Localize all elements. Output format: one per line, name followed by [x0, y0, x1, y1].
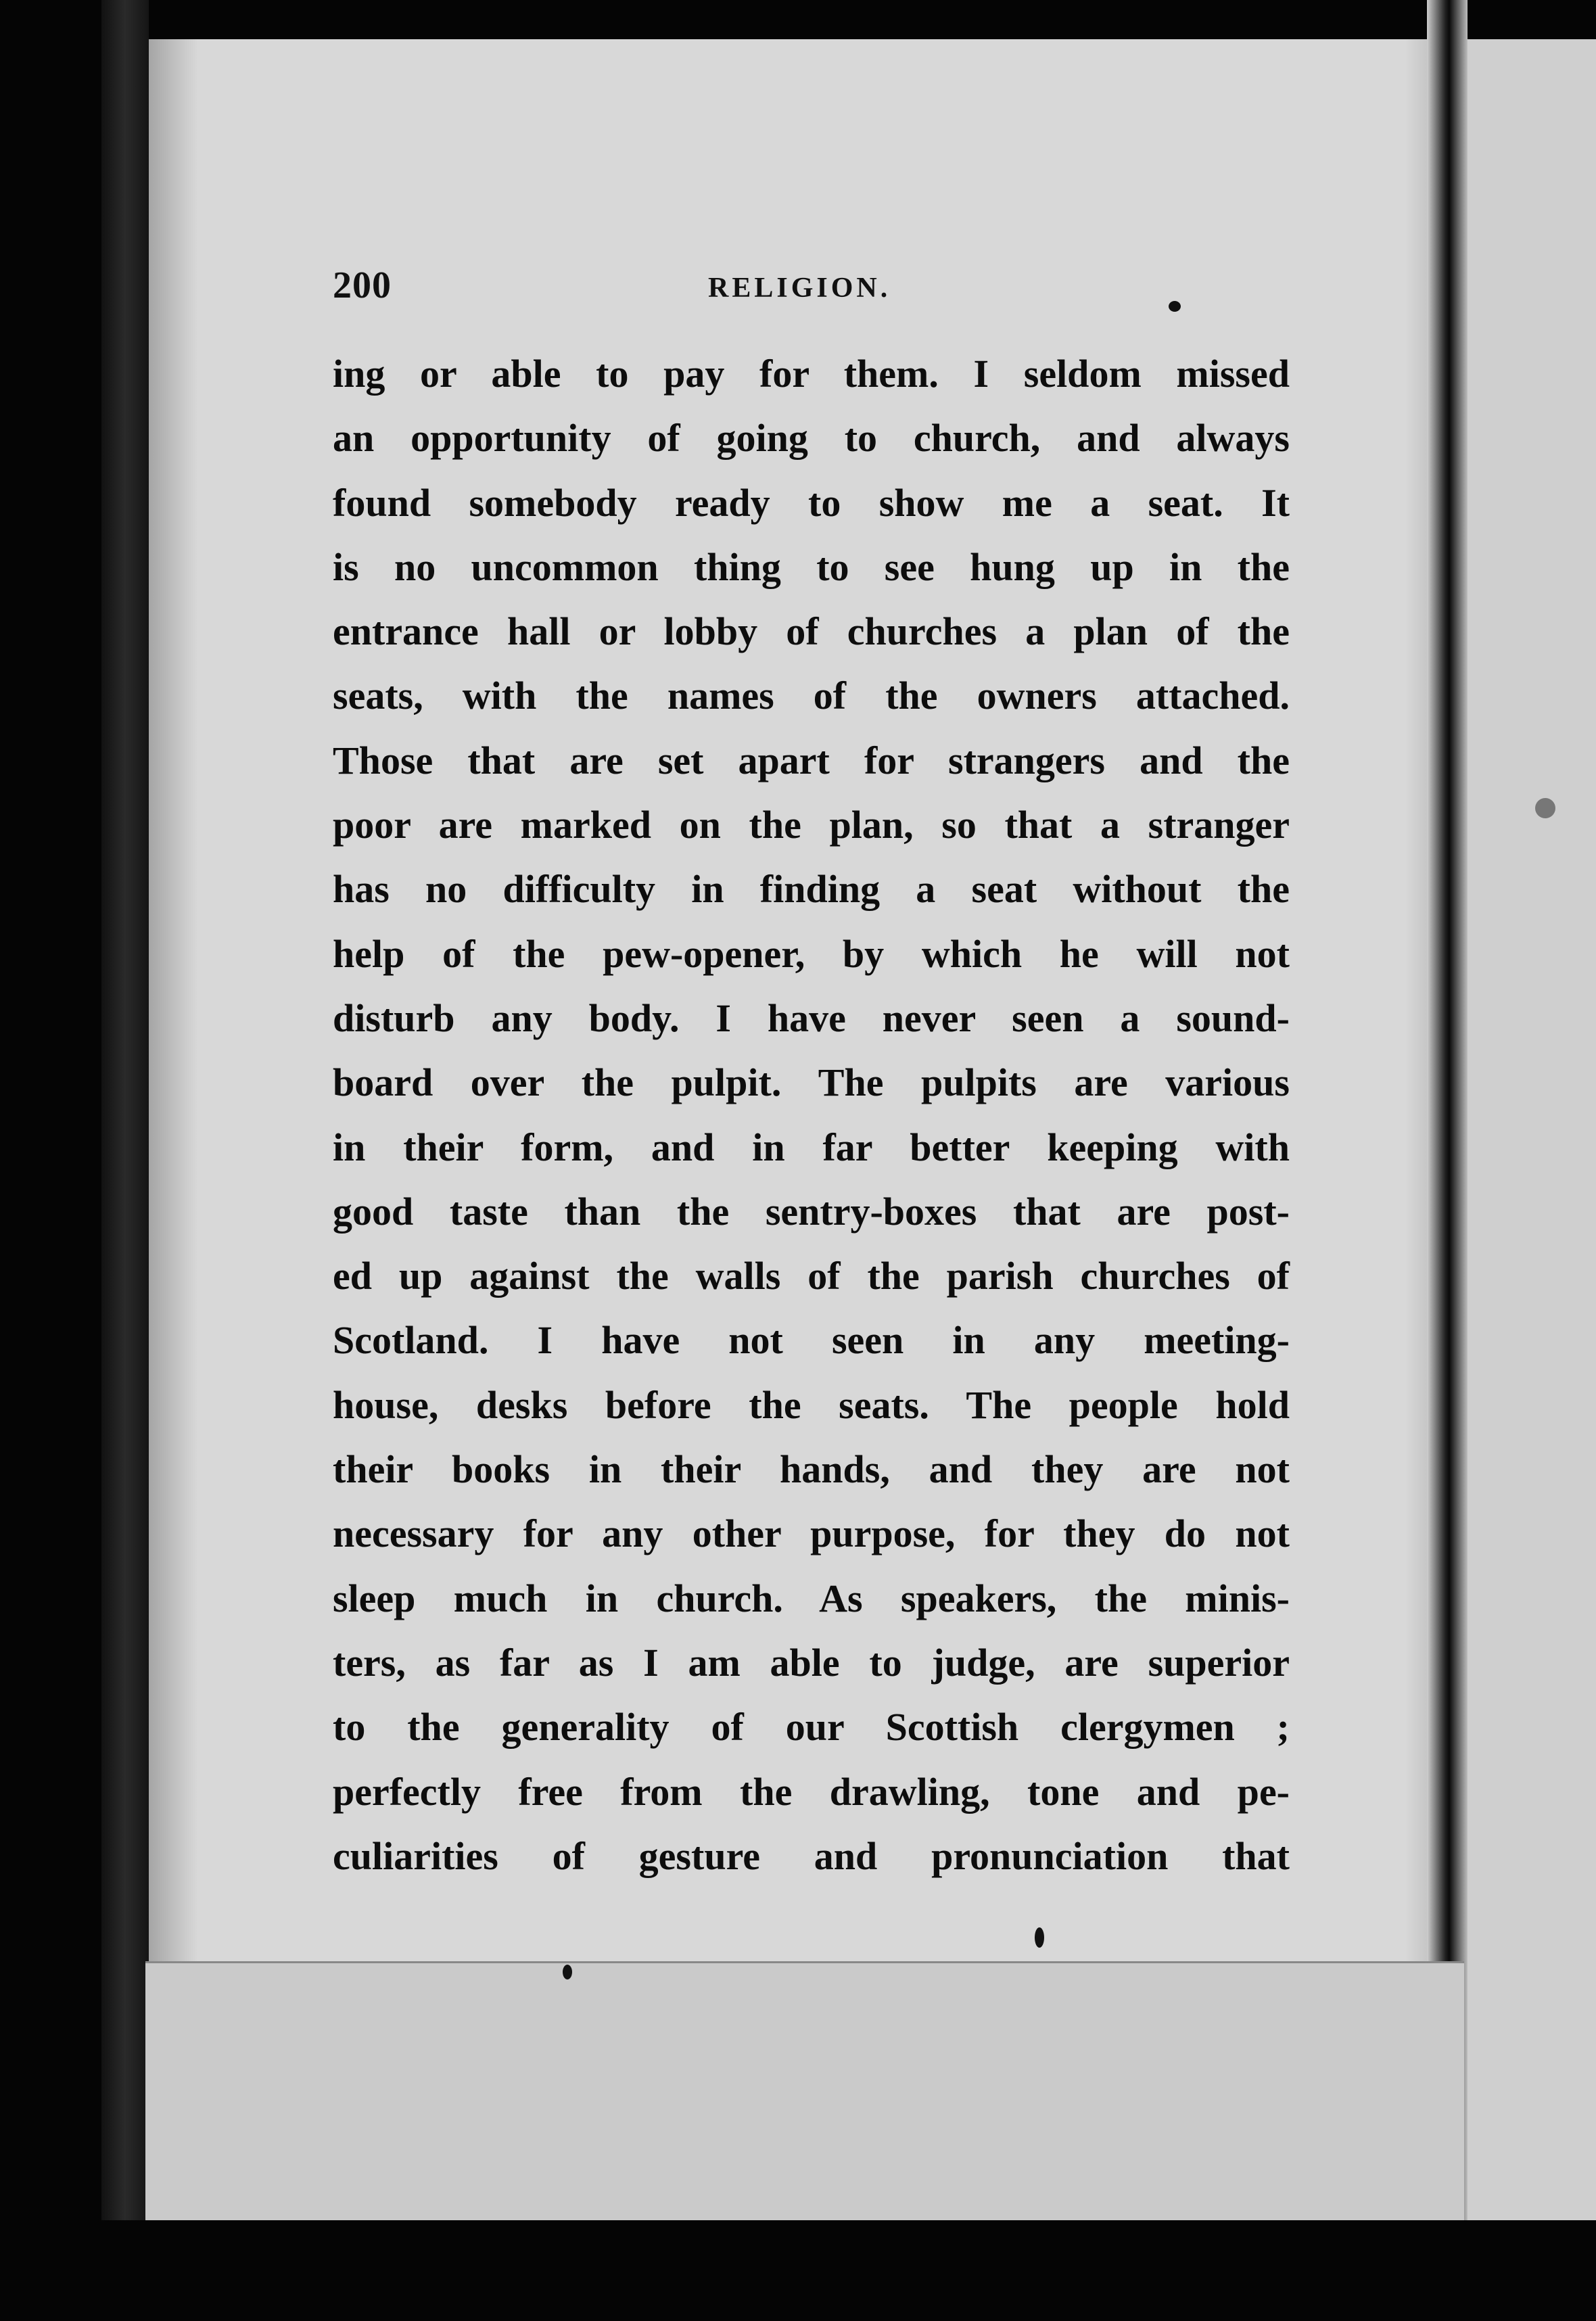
text-line: seats, with the names of the owners attached. — [333, 674, 1290, 718]
adjacent-page-edge — [1464, 39, 1596, 2220]
ink-speck — [1035, 1927, 1044, 1948]
text-line: in their form, and in far better keeping with — [333, 1125, 1290, 1169]
page-bottom-margin — [145, 1961, 1464, 2222]
running-head — [333, 264, 1290, 325]
text-line: perfectly free from the drawling, tone and pe- — [333, 1769, 1290, 1814]
ink-speck — [1535, 798, 1555, 818]
text-line: has no difficulty in finding a seat without the — [333, 867, 1290, 912]
text-line: is no uncommon thing to see hung up in the — [333, 544, 1290, 589]
text-line: Scotland. I have not seen in any meeting- — [333, 1318, 1290, 1363]
scan-bottom-edge — [0, 2220, 1596, 2321]
body-text — [333, 342, 1290, 1888]
text-line: good taste than the sentry-boxes that are post- — [333, 1189, 1290, 1234]
text-line: board over the pulpit. The pulpits are various — [333, 1060, 1290, 1105]
running-title: RELIGION. — [708, 273, 891, 304]
text-line: help of the pew-opener, by which he will not — [333, 931, 1290, 976]
page-left-edge — [101, 0, 149, 2321]
text-line: necessary for any other purpose, for they do not — [333, 1511, 1290, 1556]
text-line: ed up against the walls of the parish churches of — [333, 1254, 1290, 1298]
text-line: sleep much in church. As speakers, the minis- — [333, 1576, 1290, 1620]
text-line: an opportunity of going to church, and always — [333, 416, 1290, 461]
text-line: to the generality of our Scottish clergymen ; — [333, 1705, 1290, 1750]
ink-speck — [563, 1965, 572, 1979]
text-line: found somebody ready to show me a seat. It — [333, 480, 1290, 525]
text-line: disturb any body. I have never seen a sound- — [333, 995, 1290, 1040]
text-line: culiarities of gesture and pronunciation that — [333, 1833, 1290, 1878]
text-line: their books in their hands, and they are not — [333, 1447, 1290, 1492]
page-number: 200 — [333, 264, 392, 306]
text-line: poor are marked on the plan, so that a stranger — [333, 803, 1290, 847]
text-line: Those that are set apart for strangers and the — [333, 738, 1290, 782]
text-line: entrance hall or lobby of churches a plan of the — [333, 609, 1290, 654]
text-line: house, desks before the seats. The people hold — [333, 1382, 1290, 1427]
text-line: ters, as far as I am able to judge, are superior — [333, 1640, 1290, 1685]
text-line: ing or able to pay for them. I seldom missed — [333, 352, 1290, 396]
